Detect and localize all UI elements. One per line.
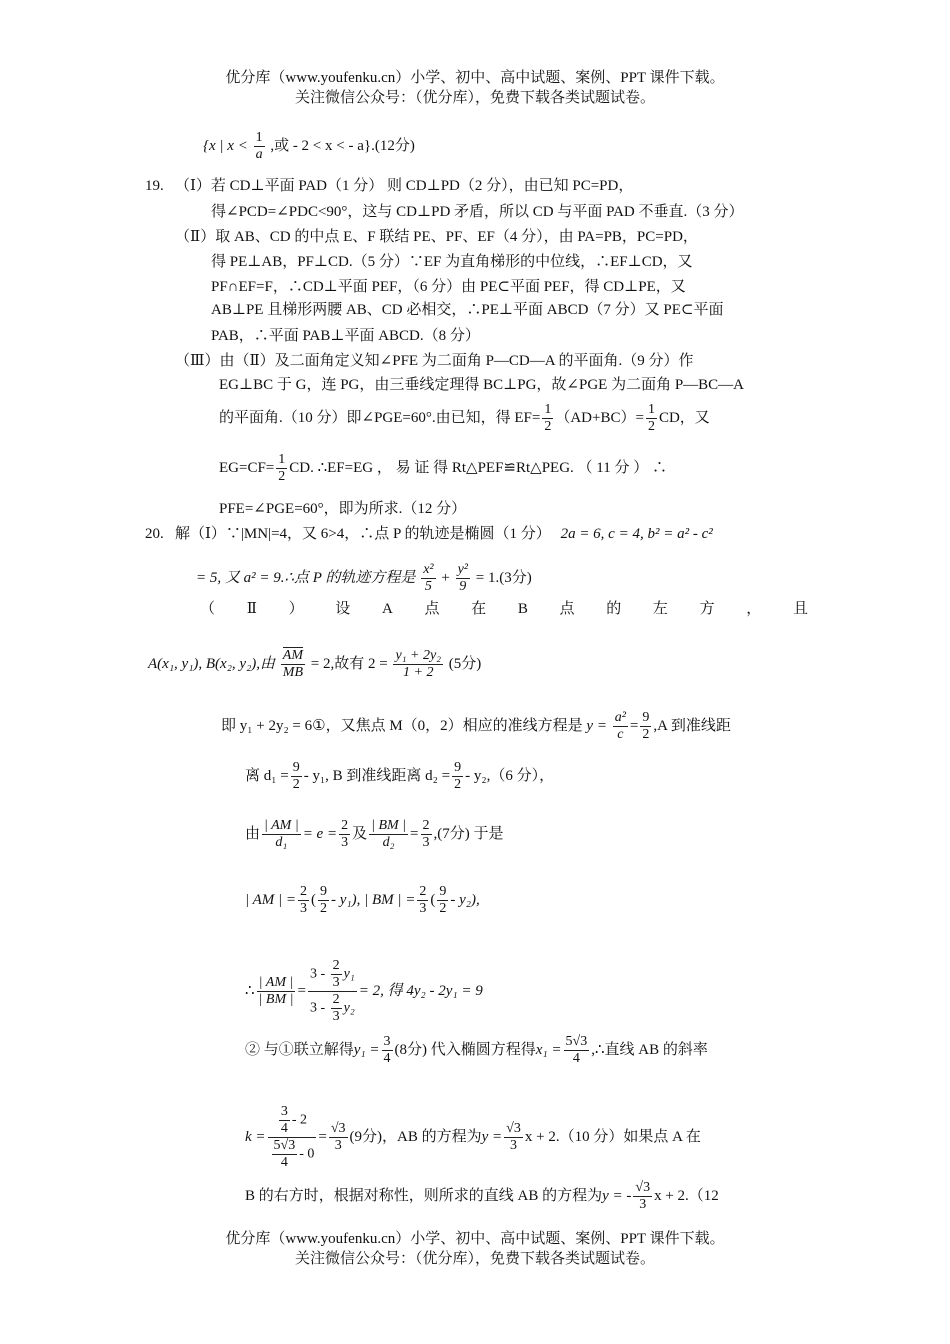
q20-l2-end: = 1.(3分) [475,569,532,586]
slope-k: k = [245,1128,266,1145]
frac-den [281,665,305,681]
q19-part2-line2: 得 PE⊥AB，PF⊥CD.（5 分）∵EF 为直角梯形的中位线，∴EF⊥CD，又 [211,254,693,270]
q20-l5-frac1 [613,710,628,743]
q20-l8-text3: - y₁), | BM | = [331,891,416,908]
frac-den: 2 [292,777,300,792]
q20-l7-text2: = e = [302,825,338,842]
frac-num: x² [423,562,434,577]
sqrt3-over-3 [329,1121,348,1154]
q19-part3-line2: EG⊥BC 于 G，连 PG，由三垂线定理得 BC⊥PG，故∠PGE 为二面角 P—BC—A [219,377,745,393]
footer-line-1: 优分库（www.youfenku.cn）小学、初中、高中试题、案例、PPT 课件下载。 [225,1231,725,1247]
sqrt3-over-3 [633,1180,652,1213]
three-minus: 3 - [309,1000,329,1016]
q20-l9-text3: = 2, 得 4y₂ - 2y₁ = 9 [358,982,483,999]
frac-den: 3 [639,1197,647,1212]
q19-part2-line1: （Ⅱ）取 AB、CD 的中点 E、F 联结 PE、PF、EF（4 分），由 PA=PB，PC=PD， [175,229,698,245]
spaced-char: （ [200,601,216,617]
frac-den: 2 [439,901,447,916]
frac-den: 4 [383,1051,391,1066]
y1: y₁ [343,966,355,982]
y-eq: y = [481,1128,503,1145]
three-quarters [382,1034,393,1067]
slope-frac [268,1104,317,1171]
spaced-char: ， [746,601,762,617]
paren: ( [311,891,317,908]
q20-l4-text2: = 2,故有 2 = [310,655,388,672]
q20-line7 [245,818,504,851]
therefore: ∴ [245,982,255,999]
frac-num: | AM | [257,975,296,992]
q20-line2 [196,562,532,595]
vector-am: AM [282,648,304,663]
page-footer [0,1229,950,1269]
plus-sign: + [441,569,450,586]
spaced-char: Ⅱ [246,601,257,617]
frac-den: 2 [454,777,462,792]
q20-line9 [245,958,483,1025]
q20-l7-text5: ,(7分) 于是 [433,825,504,842]
frac-num: 1 [278,452,286,467]
x1-eq: x₁ = [535,1041,562,1058]
spaced-char: 的 [606,601,622,617]
frac-den: 2 [642,727,650,742]
q19-half-frac-2 [646,402,657,435]
three-quarters [279,1104,290,1137]
q20-l7-text1: 由 [245,825,261,842]
frac-den: 3 [419,901,427,916]
q20-l11-text2: x + 2.（10 分）如果点 A 在 [524,1128,701,1145]
footer-line-2: 关注微信公众号：（优分库），免费下载各类试题试卷。 [294,1251,655,1267]
am-over-d1 [262,818,301,851]
q20-frac-y [456,562,470,595]
x1-value [564,1034,590,1067]
q20-l6-text3: - y₂,（6 分）， [465,767,555,784]
q20-l5-y: y = [586,717,607,734]
q20-line12 [245,1180,719,1213]
q18-frac [254,130,265,163]
frac-num: √3 [330,1121,346,1136]
two-thirds [331,958,342,991]
y1-eq: y₁ = [353,1041,380,1058]
q18-set-close: ,或 - 2 < x < - a}.(12分) [270,137,415,154]
q19-part3-line1: （Ⅲ）由（Ⅱ）及二面角定义知∠PFE 为二面角 P—CD—A 的平面角.（9 分）作 [175,353,694,369]
frac-num: | BM | [371,818,407,833]
q20-l8-text5: - y₂), [450,891,480,908]
spaced-char: B [517,601,528,617]
spaced-char: 点 [559,601,575,617]
q18-set-open: {x | x < [203,137,248,154]
frac-den: 9 [459,579,467,594]
nine-halves [291,760,302,793]
header-line-2: 关注微信公众号：（优分库），免费下载各类试题试卷。 [294,90,655,106]
frac-num: 9 [439,884,447,899]
q18-frac-den: a [255,147,263,162]
q20-l5-frac2 [640,710,651,743]
q20-vector-frac [281,648,305,681]
frac-num: 9 [454,760,462,775]
header-line-1: 优分库（www.youfenku.cn）小学、初中、高中试题、案例、PPT 课件下载。 [225,70,725,86]
q20-l5-end: ,A 到准线距 [653,717,731,734]
frac-num: 2 [300,884,308,899]
two-thirds [417,884,428,917]
q19-part1-line2: 得∠PCD=∠PDC<90°，这与 CD⊥PD 矛盾，所以 CD 与平面 PAD 不垂直.（3 分） [211,204,744,220]
frac-den: 4 [280,1121,288,1136]
frac-num: | AM | [264,818,299,833]
q20-line1 [175,523,713,545]
frac-num: 1 [647,402,655,417]
spaced-char: 在 [471,601,487,617]
frac-den: 3 [422,835,430,850]
q20-l10-text1: ② 与①联立解得 [245,1041,354,1058]
paren: ( [430,891,436,908]
frac-den: 4 [572,1051,580,1066]
equals: = [410,825,419,842]
frac-num: 2 [419,884,427,899]
q19-part3-line3 [219,402,710,435]
q20-l4-text1: A(x₁, y₁), B(x₂, y₂),由 [148,655,276,672]
q19-p3d-text1: EG=CF= [219,459,275,476]
frac-den: 2 [320,901,328,916]
vector-mb: MB [282,665,304,680]
spaced-char: 且 [792,601,808,617]
frac-num: 2 [341,818,349,833]
q20-frac-x [421,562,435,595]
frac-den: | BM | [258,992,294,1007]
q20-l10-text3: ,∴直线 AB 的斜率 [591,1041,708,1058]
q20-l11-text1: (9分)，AB 的方程为 [349,1128,482,1145]
frac-num: y² [457,562,468,577]
frac-num: 5√3 [565,1034,588,1049]
q20-line11 [245,1104,701,1171]
frac-den: 2 [544,419,552,434]
frac-num: 9 [292,760,300,775]
frac-num: 1 [544,402,552,417]
frac-den [308,992,357,1025]
frac-num: 9 [642,710,650,725]
spaced-char: A [381,601,393,617]
frac-num: a² [614,710,626,725]
q20-l1-text: 解（Ⅰ）∵|MN|=4，又 6>4，∴点 P 的轨迹是椭圆（1 分） [175,526,551,542]
frac-num [268,1104,317,1138]
minus-two: - 2 [291,1112,308,1128]
q19-p3d-text2: CD. ∴EF=EG ， 易 证 得 Rt△PEF≌Rt△PEG. （ 11 分 ） ∴ [289,459,667,476]
frac-num: 9 [320,884,328,899]
q20-l12-text2: x + 2.（12 [654,1187,719,1204]
sqrt3-over-3 [504,1121,523,1154]
frac-den: d₁ [275,835,288,850]
q20-l10-text2: (8分) 代入椭圆方程得 [394,1041,536,1058]
frac-den: c [617,727,624,742]
nine-halves [318,884,329,917]
spaced-char: ） [288,601,304,617]
frac-den: d₂ [382,835,395,850]
q20-number: 20. [145,526,164,542]
q20-ratio-frac [393,648,443,681]
q20-line6 [245,760,554,793]
q20-line8 [245,884,480,917]
q19-part2-line4: AB⊥PE 且梯形两腰 AB、CD 必相交，∴PE⊥平面 ABCD（7 分）又 PE⊂平面 [211,302,724,318]
minus-zero: - 0 [299,1146,315,1162]
q20-l12-text1: B 的右方时，根据对称性，则所求的直线 AB 的方程为 [245,1187,603,1204]
q20-line4 [148,648,481,681]
q20-l6-text1: 离 d₁ = [245,767,289,784]
bm-over-d2 [369,818,408,851]
y2: y₂ [343,1000,355,1016]
frac-den: 2 [278,469,286,484]
frac-den: 1 + 2 [403,665,434,680]
q20-l8-text1: | AM | = [245,891,297,908]
q19-part3-line5: PFE=∠PGE=60°，即为所求.（12 分） [219,501,467,517]
q20-line10 [245,1034,708,1067]
two-thirds [331,992,342,1025]
frac-num: 3 [383,1034,391,1049]
frac-num: √3 [635,1180,651,1195]
spaced-char: 方 [699,601,715,617]
frac-num: 2 [422,818,430,833]
spaced-char: 左 [652,601,668,617]
frac-num: √3 [506,1121,521,1136]
am-over-bm [257,975,296,1008]
x1-value [272,1138,298,1171]
frac-den: 3 [300,901,308,916]
frac-den: 3 [341,835,349,850]
q20-l7-text3: 及 [352,825,368,842]
frac-den: 3 [332,975,340,990]
y-eq-neg: y = - [602,1187,632,1204]
frac-num [281,648,305,665]
q20-l6-text2: - y₁, B 到准线距离 d₂ = [303,767,451,784]
q20-l4-score: (5分) [448,655,482,672]
frac-num: 2 [332,992,340,1007]
frac-den: 3 [332,1009,340,1024]
q20-l1-math: 2a = 6, c = 4, b² = a² - c² [560,526,713,542]
spaced-char: 设 [335,601,351,617]
equals: = [318,1128,327,1145]
q18-frac-num: 1 [255,130,263,145]
q19-half-frac-1 [542,402,553,435]
two-thirds [298,884,309,917]
frac-num [308,958,357,992]
compound-frac [308,958,357,1025]
frac-den: 3 [334,1138,342,1153]
nine-halves [437,884,448,917]
q19-part1-line1: （Ⅰ）若 CD⊥平面 PAD（1 分） 则 CD⊥PD（2 分），由已知 PC=PD， [175,178,634,194]
frac-num: 2 [332,958,340,973]
q19-p3c-text3: CD，又 [658,409,710,426]
frac-num: 3 [280,1104,288,1119]
page-header [0,68,950,108]
q19-number: 19. [145,178,164,194]
frac-den: 4 [280,1155,288,1170]
q20-l2-text: = 5, 又 a² = 9.∴点 P 的轨迹方程是 [196,569,416,586]
equals: = [629,717,639,734]
frac-den [268,1138,317,1171]
q19-p3c-text2: （AD+BC）= [555,409,644,426]
frac-den: 3 [510,1138,518,1153]
spaced-char: 点 [424,601,440,617]
q20-line5 [221,710,731,743]
q19-p3c-text1: 的平面角.（10 分）即∠PGE=60°.由已知，得 EF= [219,409,541,426]
nine-halves [452,760,463,793]
frac-den: 5 [424,579,432,594]
two-thirds [339,818,350,851]
q20-l5-text: 即 y₁ + 2y₂ = 6①，又焦点 M（0，2）相应的准线方程是 [221,717,583,734]
q19-part2-line5: PAB，∴平面 PAB⊥平面 ABCD.（8 分） [211,328,480,344]
q19-part3-line4 [219,452,667,485]
q18-answer-set [203,130,415,163]
two-thirds [421,818,432,851]
frac-num: 5√3 [273,1138,296,1153]
frac-num: y₁ + 2y₂ [395,648,442,663]
q19-part2-line3: PF∩EF=F，∴CD⊥平面 PEF，（6 分）由 PE⊂平面 PEF，得 CD⊥PE，又 [211,279,686,295]
q20-line3-spaced [200,598,808,620]
q19-half-frac-3 [276,452,287,485]
equals: = [297,982,306,999]
frac-den: 2 [647,419,655,434]
three-minus: 3 - [309,966,329,982]
